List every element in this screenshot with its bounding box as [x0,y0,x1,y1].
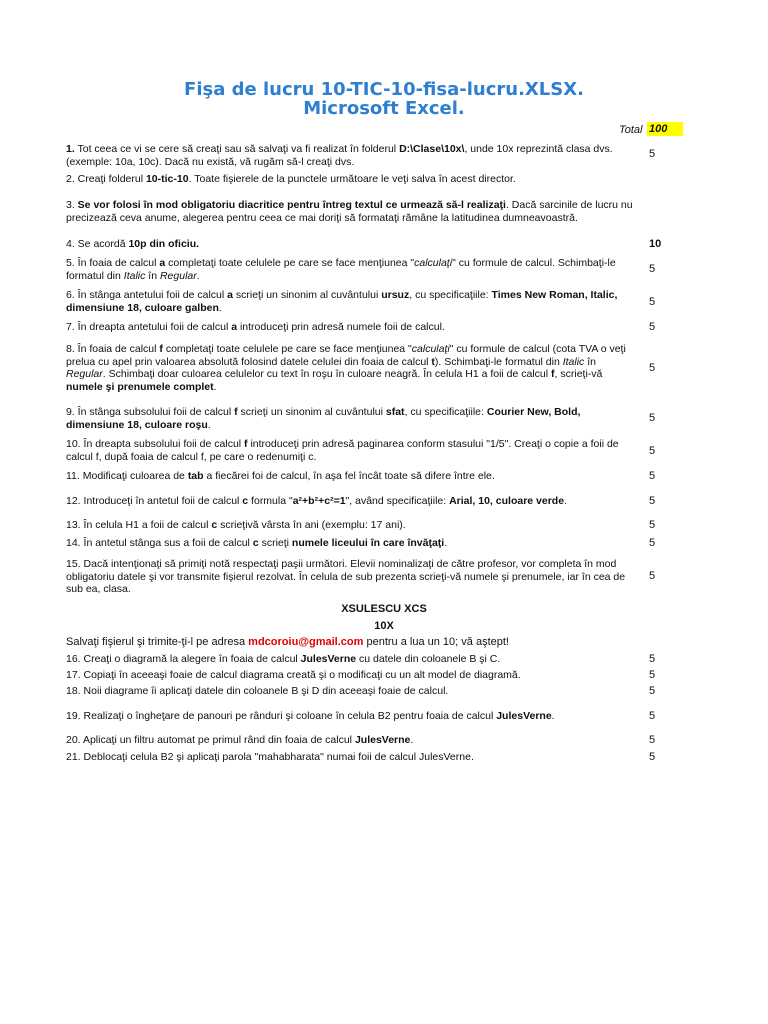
task-italic: Regular [66,368,103,380]
task-italic: calculaţi [414,257,453,269]
task-number: 3. [66,199,75,211]
sheet-name: JulesVerne [496,710,552,722]
task-text: . [444,537,448,549]
task-number: 17. [66,669,81,681]
total-value: 100 [647,122,683,136]
task-text: , cu specificaţiile: [404,406,487,418]
document-title-line1: Fişa de lucru 10-TIC-10-fisa-lucru.XLSX. [184,79,584,100]
task-text: pentru a lua un 10; vă aştept! [363,636,509,648]
task-text: Dacă intenţionaţi să primiţi notă respectaţi paşii următori. Elevii nominalizaţi de către profesor, vor completa în mod obligatoriu datele şi vor transmite fişierul rezolvat. În celula de sub prezenta scrieţi-vă numele şi prenumele, iar în cea de sub ea, clasa. [66,558,626,595]
task-text: în [584,355,596,368]
task-text: scrieţivă vârsta în ani (exemplu: 17 ani). [217,519,406,531]
task-number: 9. [66,406,75,418]
sheet-name: a [159,257,166,269]
email-link[interactable]: mdcoroiu@gmail.com [248,636,364,648]
task-number: 11. [66,470,80,482]
task-text: În stânga subsolului foii de calcul [74,406,235,418]
task-item-2 [66,173,636,186]
task-points-17: 5 [649,669,656,681]
task-text: În antetul stânga sus a foii de calcul [80,537,253,549]
task-number: 2. [66,173,75,185]
task-emphasis: Times New Roman, Italic, dimensiune 18, culoare galben [66,289,618,314]
task-text: . [213,380,217,393]
task-number: 16. [66,653,81,665]
sheet-name: JulesVerne [354,734,411,746]
task-italic: calculaţi [411,343,450,355]
task-item-1 [66,143,636,168]
task-text: Realizaţi o îngheţare de panouri pe rânduri şi coloane în celula B2 pentru foaia de calcul [80,710,497,722]
task-points-18: 5 [649,685,656,697]
task-text: " cu formule de calcul (cota TVA o veţi prelua cu apel prin valoarea absolută folosind datele celulei din foaia de calcul [66,343,626,368]
task-item-18 [66,685,636,698]
sheet-name: a [227,289,233,301]
task-text: a fiecărei foi de calcul, în aşa fel încât toate să difere între ele. [203,470,495,482]
sheet-name: JulesVerne [300,653,357,665]
task-number: 6. [66,289,75,301]
task-item-5 [66,257,636,282]
task-text: . Dacă sarcinile de lucru nu precizează ceva anume, alegerea pentru ceea ce mai doriţi să formataţi rămâne la latitudinea dumneavoastră. [66,199,633,224]
task-number: 5. [66,257,75,269]
task-points-15: 5 [649,570,656,582]
task-text: Copiaţi în aceeaşi foaie de calcul diagrama creată şi o modificaţi cu un alt model de diagramă. [80,669,521,681]
task-emphasis: numele şi prenumele complet [66,380,214,393]
task-item-16 [66,653,636,666]
total-label: Total [619,124,643,136]
task-text: ", având specificaţiile: [345,495,450,507]
task-text: Creaţi folderul [74,173,146,185]
task-number: 21. [66,751,81,763]
folder-name: 10-tic-10 [145,173,189,185]
task-item-11 [66,470,636,483]
task-number: 4. [66,238,75,250]
task-item-4 [66,238,636,251]
task-points-7: 5 [649,321,656,333]
task-text: completaţi toate celulele pe care se face menţiunea " [162,343,412,355]
sheet-name: c [211,519,218,531]
task-text: Noii diagrame îi aplicaţi datele din coloanele B şi D din aceeaşi foaie de calcul. [80,685,449,697]
task-points-21: 5 [649,751,656,763]
sheet-name: c [252,537,259,549]
task-text: În dreapta subsolului foii de calcul [80,438,245,450]
task-number: 14. [66,537,81,549]
task-number: 20. [66,734,81,746]
task-text: în [145,269,160,282]
task-text: , cu specificaţiile: [409,289,492,301]
task-text: " cu formule de calcul. Schimbaţi-le formatul din [66,257,616,282]
task-item-7 [66,321,636,334]
task-text: Creaţi o diagramă la alegere în foaia de calcul [80,653,301,665]
task-number: 10. [66,438,81,450]
task-item-21 [66,751,636,764]
formula: a²+b²+c²=1 [292,495,346,507]
task-number: 18. [66,685,81,697]
task-number: 15. [66,558,81,570]
task-text: introduceţi prin adresă numele foii de calcul. [237,321,445,333]
task-emphasis: tab [187,470,204,482]
task-item-13 [66,519,636,532]
task-text: . Toate fişierele de la punctele următoare le veţi salva în acest director. [188,173,516,185]
task-text: În foaia de calcul [74,257,160,269]
task-text: , scrieţi-vă [554,368,603,380]
task-points-9: 5 [649,412,656,424]
task-text: formula " [248,495,293,507]
task-italic: Italic [562,355,585,368]
sheet-name: t [431,355,435,368]
task-item-3 [66,199,636,224]
task-text: În celula H1 a foii de calcul [80,519,212,531]
sheet-name: f [244,438,248,450]
task-points-12: 5 [649,495,656,507]
task-text: . [564,495,567,507]
task-points-14: 5 [649,537,656,549]
task-emphasis: ursuz [381,289,410,301]
sheet-name: c [242,495,249,507]
task-number: 13. [66,519,81,531]
task-text: scrieţi un sinonim al cuvântului [232,289,382,301]
task-item-12 [66,495,636,508]
task-text: ). Schimbaţi-le formatul din [434,355,563,368]
task-points-11: 5 [649,470,656,482]
task-number: 19. [66,710,81,722]
task-text: scrieţi un sinonim al cuvântului [237,406,386,418]
task-text: În stânga antetului foii de calcul [74,289,228,301]
task-emphasis: sfat [385,406,405,418]
task-text: introduceţi prin adresă paginarea conform stasului "1/5". Creaţi o copie a foii de calcul f, după foaia de calcul f, pe care o redenumiţi c. [66,438,619,463]
student-class: 10X [374,620,394,632]
task-number: 12. [66,495,81,507]
task-text: În foaia de calcul [74,343,160,355]
task-text: Se acordă [74,238,129,250]
task-points-4: 10 [649,238,662,250]
task-points-16: 5 [649,653,656,665]
sheet-name: a [231,321,238,333]
task-text: . [196,269,200,282]
student-name: XSULESCU XCS [341,603,427,615]
task-points-20: 5 [649,734,656,746]
task-text: Introduceţi în antetul foii de calcul [80,495,243,507]
submission-instructions [66,636,636,649]
task-text: scrieţi [258,537,292,549]
task-item-19 [66,710,636,723]
task-text: . [551,710,555,722]
task-text: , unde 10x reprezintă clasa dvs. (exemple: 10a, 10c). Dacă nu există, vă rugăm să-l creaţi dvs. [66,143,613,168]
task-item-15 [66,558,636,596]
task-points-10: 5 [649,445,656,457]
folder-path: D:\Clase\10x\ [399,143,465,155]
task-points-19: 5 [649,710,656,722]
task-emphasis: Se vor folosi în mod obligatoriu diacritice pentru întreg textul ce urmează să-l realizaţi [74,199,506,211]
task-number: 7. [66,321,75,333]
task-italic: Regular [159,269,197,282]
task-item-14 [66,537,636,550]
task-text: cu datele din coloanele B şi C. [356,653,501,665]
sheet-name: f [234,406,238,418]
sheet-name: f [551,368,555,380]
task-number: 1. [66,143,75,155]
task-item-20 [66,734,636,747]
task-item-9 [66,406,636,431]
task-emphasis: 10p din oficiu. [128,238,200,250]
task-points-1: 5 [649,148,656,160]
task-emphasis: Courier New, Bold, dimensiune 18, culoare roşu [66,406,581,431]
task-number: 8. [66,343,75,355]
task-text: Tot ceea ce vi se cere să creaţi sau să salvaţi va fi realizat în folderul [74,143,400,155]
task-item-8 [66,343,636,393]
task-emphasis: numele liceului în care învăţaţi [291,537,445,549]
task-text: Deblocaţi celula B2 şi aplicaţi parola "mahabharata" numai foii de calcul JulesVerne. [80,751,474,763]
task-points-13: 5 [649,519,656,531]
task-text: . [207,418,211,431]
task-emphasis: Arial, 10, culoare verde [449,495,565,507]
task-points-6: 5 [649,296,656,308]
task-points-5: 5 [649,263,656,275]
document-title-line2: Microsoft Excel. [303,98,465,119]
task-item-6 [66,289,636,314]
task-text: În dreapta antetului foii de calcul [74,321,232,333]
task-text: . [410,734,414,746]
task-text: . [218,301,222,314]
task-item-17 [66,669,636,682]
task-text: Modificaţi culoarea de [79,470,188,482]
task-italic: Italic [123,269,146,282]
task-points-8: 5 [649,362,656,374]
task-text: . Schimbaţi doar culoarea celulelor cu text în roşu în culoare neagră. În celula H1 a foii de calcul [102,368,552,380]
task-text: completaţi toate celulele pe care se face menţiunea " [165,257,415,269]
sheet-name: f [159,343,163,355]
task-text: Aplicaţi un filtru automat pe primul rând din foaia de calcul [80,734,355,746]
task-item-10 [66,438,636,463]
task-text: Salvaţi fişierul şi trimite-ţi-l pe adresa [66,636,249,648]
